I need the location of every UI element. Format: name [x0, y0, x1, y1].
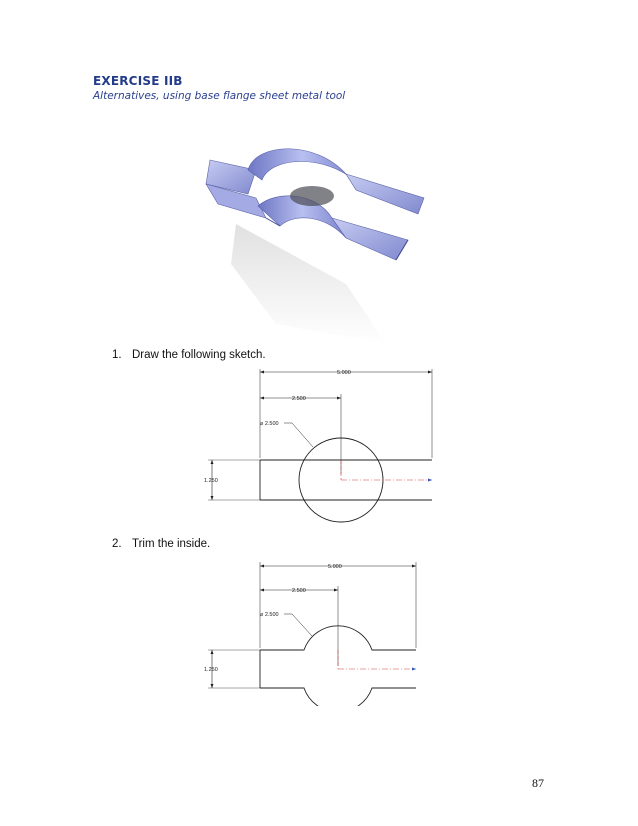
step-1-text: Draw the following sketch.	[132, 349, 266, 361]
sketch-2-height-dim: 1.250	[204, 667, 218, 673]
page-number: 87	[532, 776, 544, 790]
step-2	[112, 538, 210, 550]
sketch-1-drawing	[200, 364, 440, 524]
exercise-title: EXERCISE IIB	[93, 74, 183, 88]
sketch-2-overall-dim: 5.000	[328, 564, 342, 570]
sketch-1-overall-dim: 5.000	[337, 370, 351, 376]
step-1-number: 1.	[112, 349, 122, 361]
sketch-1-height-dim: 1.250	[204, 478, 218, 484]
sketch-1-diameter-dim: ⌀ 2.500	[260, 421, 279, 427]
step-1	[112, 349, 266, 361]
exercise-subtitle: Alternatives, using base flange sheet metal tool	[93, 90, 346, 102]
sheet-metal-part-render	[196, 134, 448, 348]
sketch-2-center-dim: 2.500	[292, 588, 306, 594]
step-2-number: 2.	[112, 538, 122, 550]
sketch-1-center-dim: 2.500	[292, 396, 306, 402]
step-2-text: Trim the inside.	[132, 538, 211, 550]
sketch-2-drawing	[200, 556, 440, 706]
sketch-2-diameter-dim: ⌀ 2.500	[260, 612, 279, 618]
